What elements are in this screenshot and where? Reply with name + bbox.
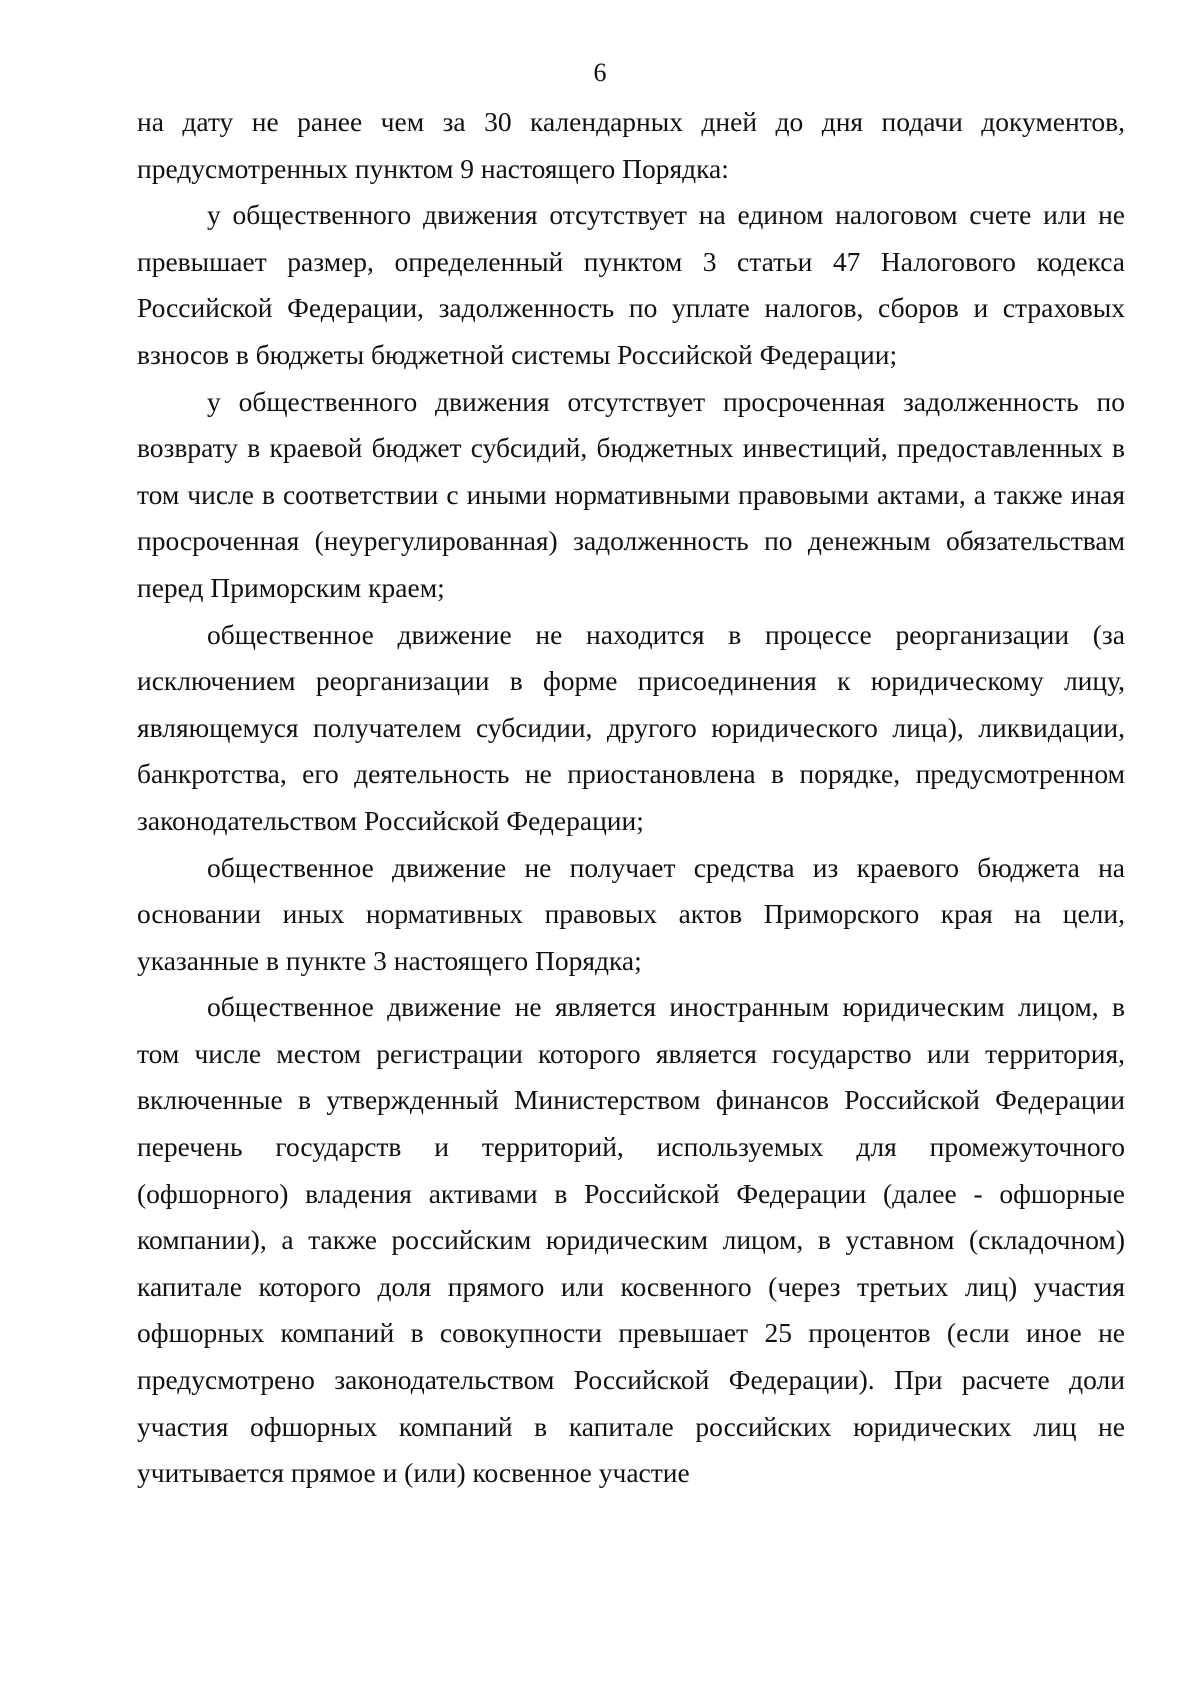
paragraph-reorganization: общественное движение не находится в процессе реорганизации (за исключением реорганизации в форме присоединения к юридическому лицу, являющемуся получателем субсидии, другого юридического лица), ликвидации, банкротства, его деятельность не приостановлена в порядке, предусмотренном законодательством Российской Федерации; [137, 618, 1125, 836]
paragraph-tax-debt: у общественного движения отсутствует на едином налоговом счете или не превышает размер, определенный пунктом 3 статьи 47 Налогового кодекса Российской Федерации, задолженность по уплате налогов, сборов и страховых взносов в бюджеты бюджетной системы Российской Федерации; [137, 199, 1125, 370]
paragraph-other-funding: общественное движение не получает средства из краевого бюджета на основании иных нормативных правовых актов Приморского края на цели, указанные в пункте 3 настоящего Порядка; [137, 851, 1125, 976]
paragraph-offshore: общественное движение не является иностранным юридическим лицом, в том числе местом регистрации которого является государство или территория, включенные в утвержденный Министерством финансов Российской Федерации перечень государств и территорий, используемых для промежуточного (офшорного) владения активами в Российской Федерации (далее - офшорные компании), а также российским юридическим лицом, в уставном (складочном) капитале которого доля прямого или косвенного (через третьих лиц) участия офшорных компаний в совокупности превышает 25 процентов (если иное не предусмотрено законодательством Российской Федерации). При расчете доли участия офшорных компаний в капитале российских юридических лиц не учитывается прямое и (или) косвенное участие [137, 991, 1125, 1489]
document-body [137, 99, 1125, 1497]
paragraph-continuation: на дату не ранее чем за 30 календарных дней до дня подачи документов, предусмотренных пунктом 9 настоящего Порядка: [137, 106, 1125, 184]
paragraph-overdue-debt: у общественного движения отсутствует просроченная задолженность по возврату в краевой бюджет субсидий, бюджетных инвестиций, предоставленных в том числе в соответствии с иными нормативными правовыми актами, а также иная просроченная (неурегулированная) задолженность по денежным обязательствам перед Приморским краем; [137, 385, 1125, 603]
page-number: 6 [593, 58, 607, 87]
